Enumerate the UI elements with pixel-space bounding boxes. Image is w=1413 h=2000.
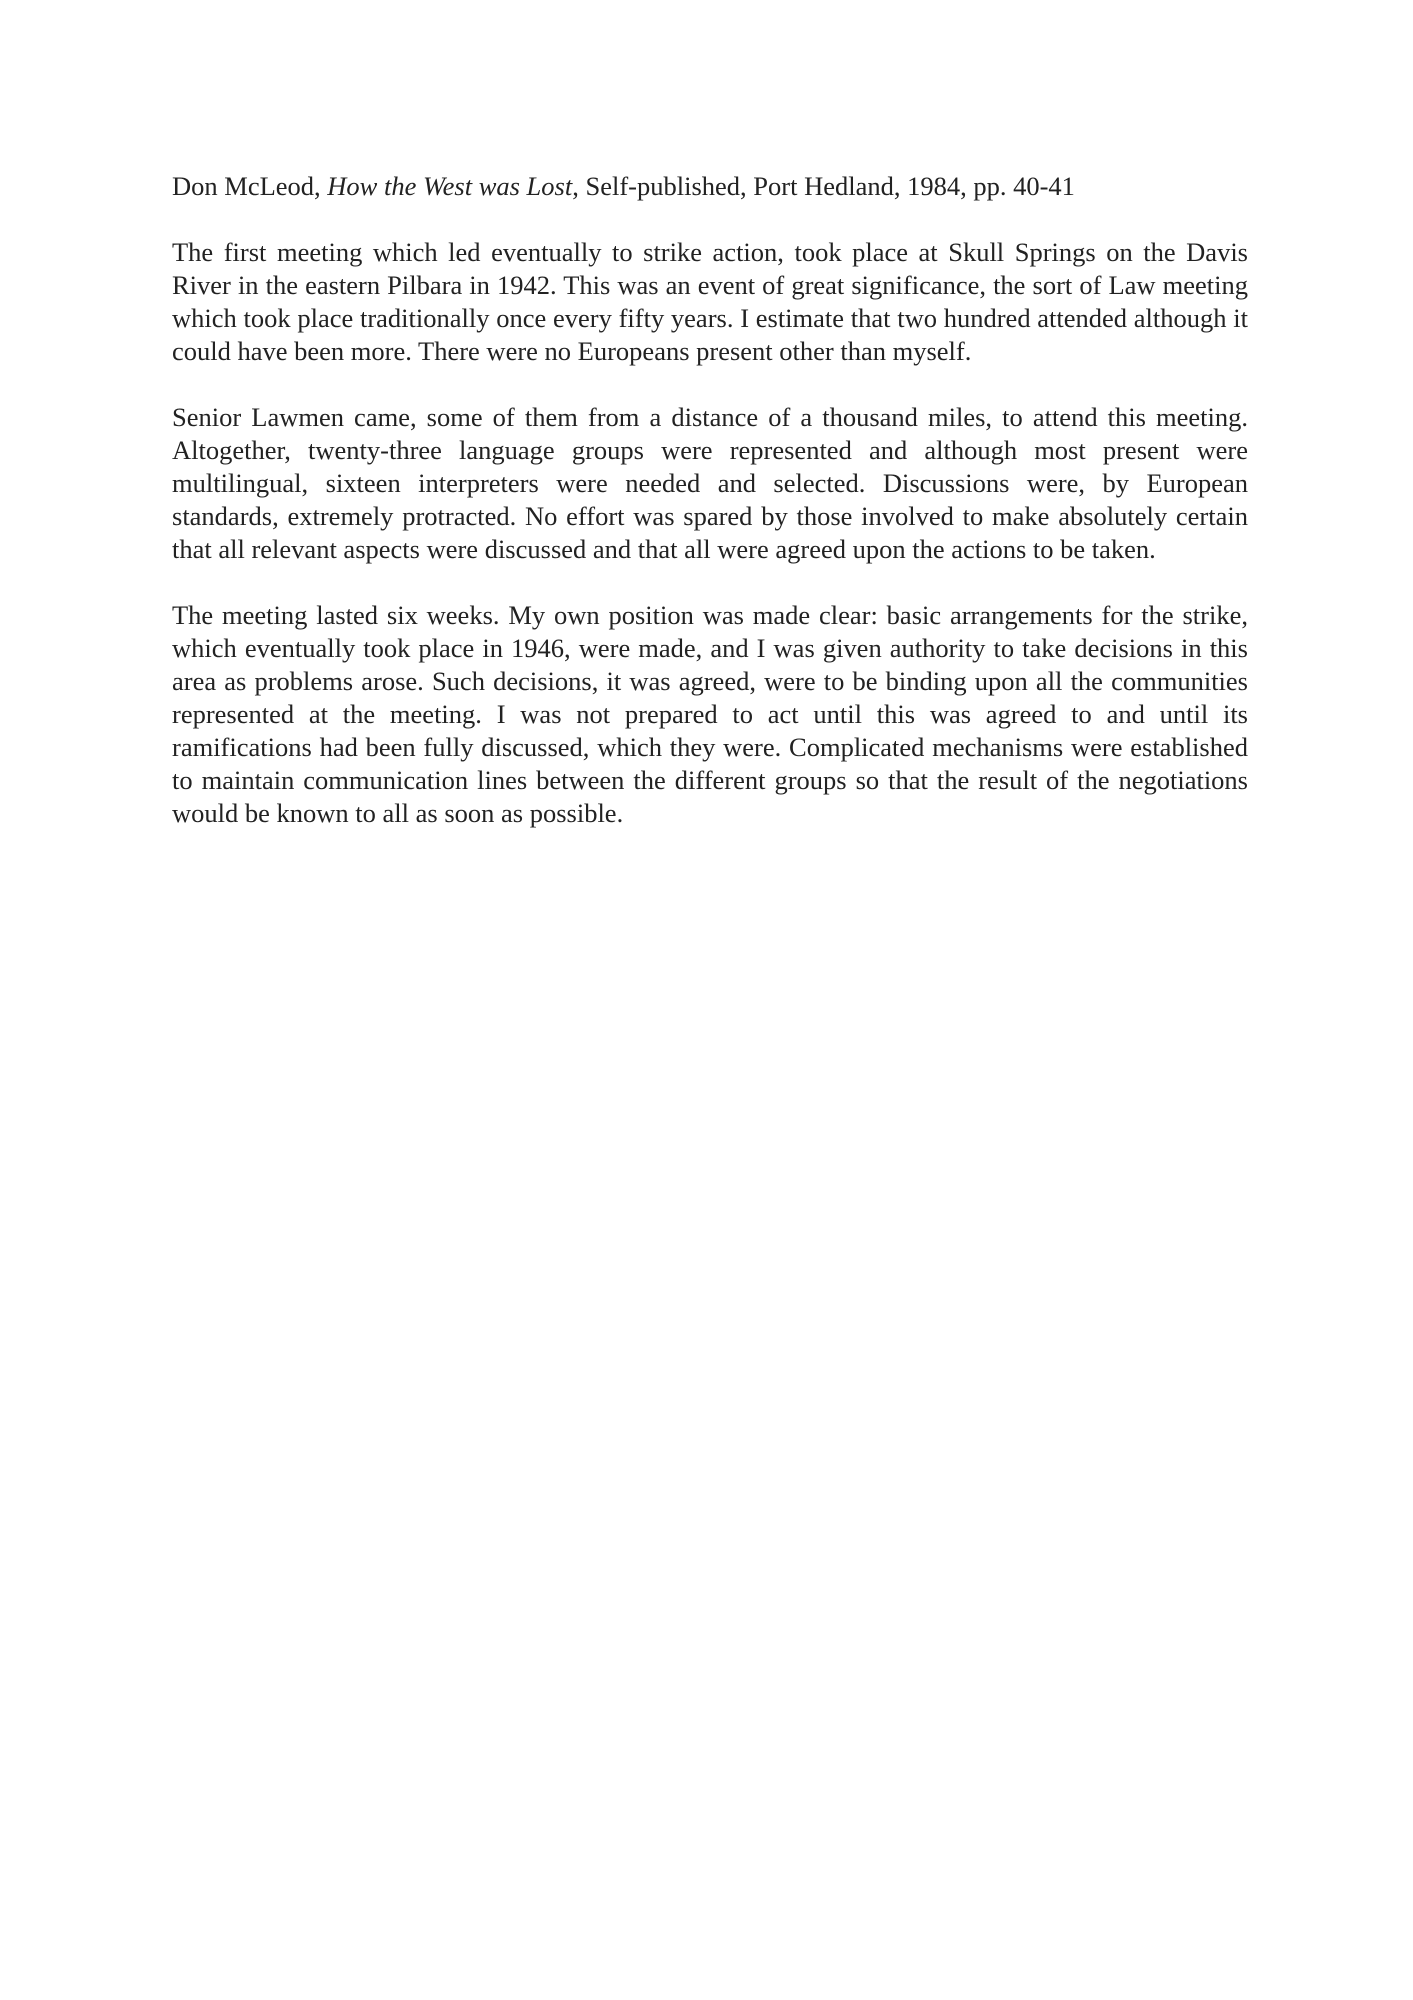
paragraph-3: The meeting lasted six weeks. My own position was made clear: basic arrangements for the strike, which eventually took place in 1946, were made, and I was given authority to take decisions in this area as problems arose. Such decisions, it was agreed, were to be binding upon all the communities represented at the meeting. I was not prepared to act until this was agreed to and until its ramifications had been fully discussed, which they were. Complicated mechanisms were established to maintain communication lines between the different groups so that the result of the negotiations would be known to all as soon as possible. (172, 600, 1248, 828)
citation-details: , Self-published, Port Hedland, 1984, pp. 40-41 (572, 171, 1075, 201)
citation (172, 170, 1248, 203)
paragraph-2: Senior Lawmen came, some of them from a distance of a thousand miles, to attend this meeting. Altogether, twenty-three language groups were represented and although most present were multilingual, sixteen interpreters were needed and selected. Discussions were, by European standards, extremely protracted. No effort was spared by those involved to make absolutely certain that all relevant aspects were discussed and that all were agreed upon the actions to be taken. (172, 402, 1248, 564)
paragraph-1: The first meeting which led eventually to strike action, took place at Skull Springs on the Davis River in the eastern Pilbara in 1942. This was an event of great significance, the sort of Law meeting which took place traditionally once every fifty years. I estimate that two hundred attended although it could have been more. There were no Europeans present other than myself. (172, 237, 1248, 366)
citation-author: Don McLeod, (172, 171, 328, 201)
document-body (172, 170, 1248, 863)
citation-title: How the West was Lost (327, 171, 573, 201)
